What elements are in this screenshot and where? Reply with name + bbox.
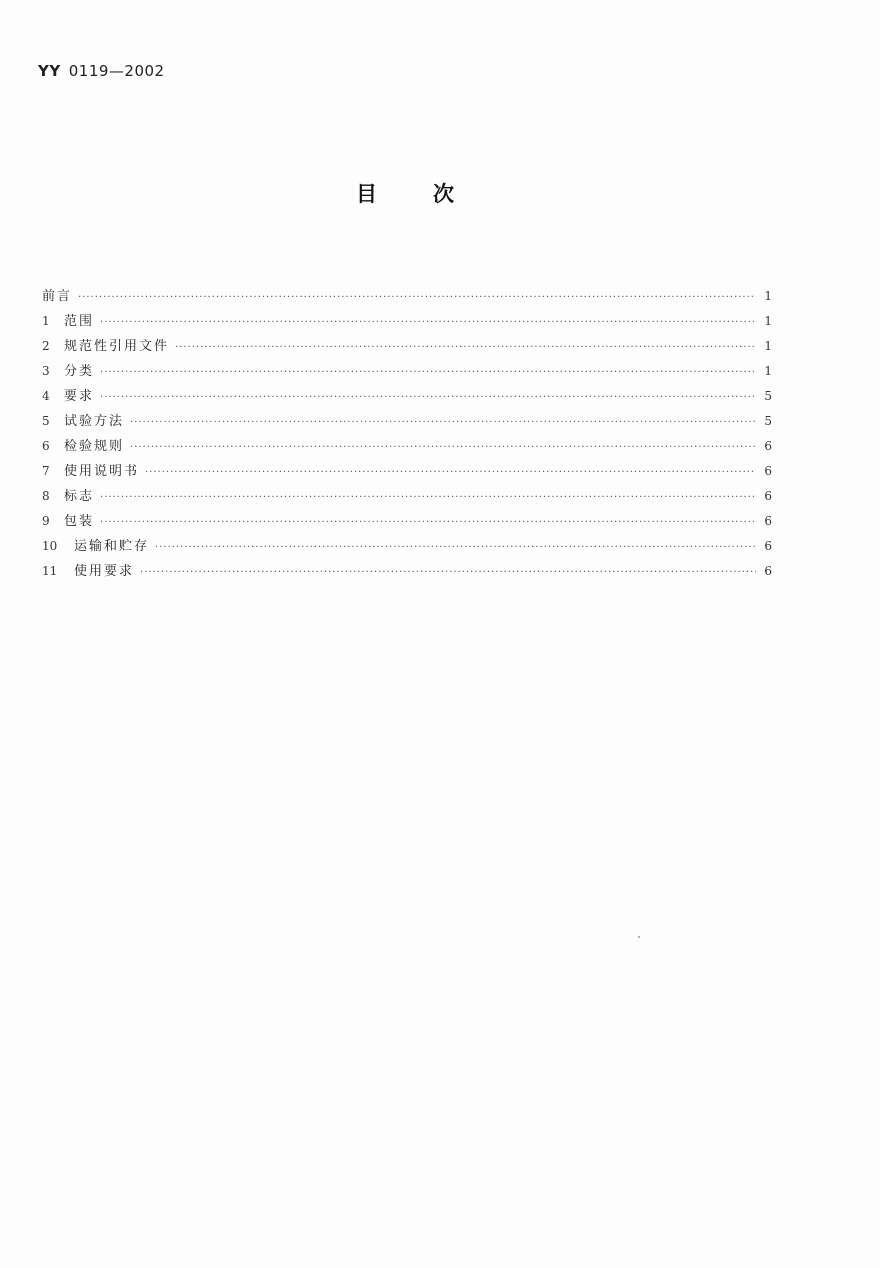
toc-entry-5[interactable]	[42, 409, 772, 434]
toc-entry-6[interactable]	[42, 434, 772, 459]
toc-leader-dots	[155, 535, 756, 560]
toc-entry-number: 1	[42, 314, 50, 328]
toc-entry-label: 范围	[64, 314, 95, 329]
toc-leader-dots	[130, 435, 756, 460]
toc-entry-label: 运输和贮存	[74, 539, 150, 554]
toc-entry-label: 试验方法	[64, 414, 125, 429]
toc-leader-dots	[100, 510, 756, 535]
toc-entry-8[interactable]	[42, 484, 772, 509]
toc-entry-page: 1	[764, 289, 772, 303]
toc-entry-number: 5	[42, 414, 50, 428]
toc-entry-label: 要求	[64, 389, 95, 404]
toc-entry-3[interactable]	[42, 359, 772, 384]
toc-entry-number: 10	[42, 539, 58, 553]
toc-entry-label: 使用说明书	[64, 464, 140, 479]
toc-leader-dots	[145, 460, 756, 485]
toc-entry-foreword[interactable]	[42, 284, 772, 309]
toc-entry-number: 4	[42, 389, 50, 403]
toc-entry-11[interactable]	[42, 559, 772, 584]
toc-leader-dots	[100, 310, 756, 335]
standard-code: 0119—2002	[68, 62, 165, 80]
toc-entry-page: 1	[764, 364, 772, 378]
toc-title: 目次	[356, 182, 510, 206]
toc-entry-1[interactable]	[42, 309, 772, 334]
standard-number	[38, 62, 165, 80]
toc-entry-number: 7	[42, 464, 50, 478]
standard-prefix: YY	[38, 62, 61, 80]
toc-entry-number: 3	[42, 364, 50, 378]
toc-entry-number: 9	[42, 514, 50, 528]
toc-entry-label: 前言	[42, 289, 73, 304]
toc-entry-page: 6	[764, 564, 772, 578]
toc-entry-2[interactable]	[42, 334, 772, 359]
toc-entry-label: 检验规则	[64, 439, 125, 454]
toc-entry-number: 2	[42, 339, 50, 353]
toc-entry-label: 使用要求	[74, 564, 135, 579]
toc-leader-dots	[130, 410, 756, 435]
toc-entry-9[interactable]	[42, 509, 772, 534]
toc-entry-number: 6	[42, 439, 50, 453]
toc-leader-dots	[100, 385, 756, 410]
toc-entry-page: 5	[764, 389, 772, 403]
toc-entry-page: 6	[764, 464, 772, 478]
toc-leader-dots	[140, 560, 756, 585]
toc-entry-page: 6	[764, 514, 772, 528]
toc-entry-label: 包装	[64, 514, 95, 529]
toc-leader-dots	[175, 335, 756, 360]
table-of-contents	[42, 284, 772, 584]
toc-entry-page: 6	[764, 439, 772, 453]
toc-leader-dots	[100, 485, 756, 510]
scan-speck	[638, 936, 640, 938]
toc-entry-label: 标志	[64, 489, 95, 504]
toc-entry-page: 6	[764, 539, 772, 553]
toc-leader-dots	[100, 360, 756, 385]
toc-entry-number: 8	[42, 489, 50, 503]
toc-entry-4[interactable]	[42, 384, 772, 409]
toc-entry-number: 11	[42, 564, 58, 578]
toc-entry-page: 5	[764, 414, 772, 428]
toc-entry-label: 规范性引用文件	[64, 339, 170, 354]
toc-entry-page: 1	[764, 339, 772, 353]
toc-entry-7[interactable]	[42, 459, 772, 484]
toc-entry-page: 1	[764, 314, 772, 328]
toc-entry-10[interactable]	[42, 534, 772, 559]
toc-leader-dots	[78, 285, 756, 310]
toc-entry-page: 6	[764, 489, 772, 503]
toc-entry-label: 分类	[64, 364, 95, 379]
